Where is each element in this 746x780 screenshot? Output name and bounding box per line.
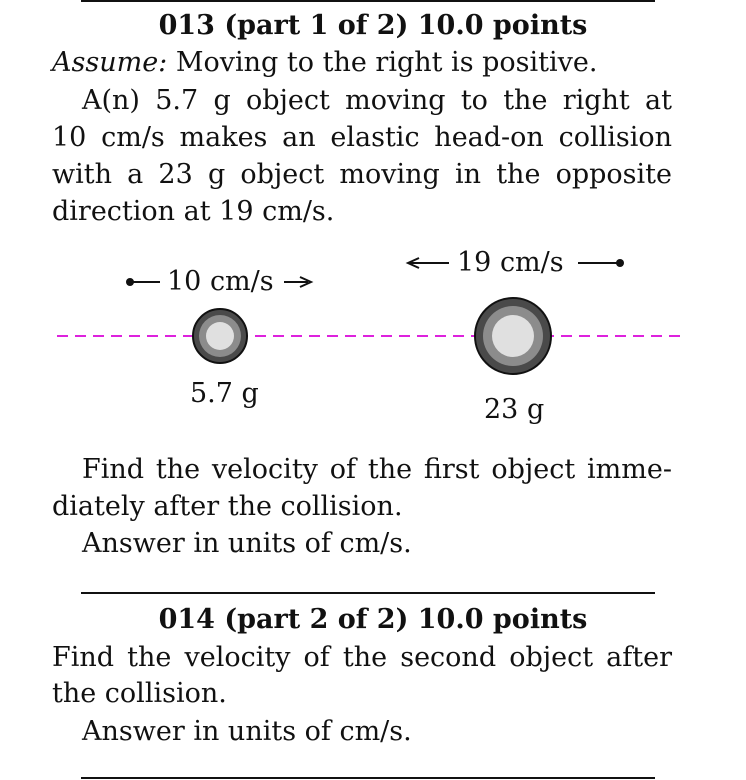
bottom-rule xyxy=(81,777,655,779)
answer-units-2: Answer in units of cm/s. xyxy=(82,716,412,747)
assume-label: Assume: xyxy=(52,47,168,78)
assumption-line xyxy=(52,47,672,79)
assume-text: Moving to the right is positive. xyxy=(175,47,598,78)
velocity-arrow-1 xyxy=(126,266,311,297)
object-2-ball xyxy=(475,298,551,374)
separator-rule xyxy=(81,592,655,594)
velocity-label-2: 19 cm/s xyxy=(457,247,564,278)
velocity-arrow-2 xyxy=(408,247,624,278)
ball-1-inner xyxy=(206,322,234,350)
question-1-line-1: Find the velocity of the first object imme- xyxy=(82,454,672,485)
statement-line-4: direction at 19 cm/s. xyxy=(52,196,335,227)
question-2-line-2: the collision. xyxy=(52,678,227,709)
velocity-label-1: 10 cm/s xyxy=(167,266,274,297)
problem-1-heading: 013 (part 1 of 2) 10.0 points xyxy=(158,10,588,41)
collision-diagram xyxy=(0,240,746,440)
statement-line-3: with a 23 g object moving in the opposite xyxy=(52,159,672,190)
statement-line-1: A(n) 5.7 g object moving to the right at xyxy=(82,85,672,116)
mass-label-2: 23 g xyxy=(484,394,545,425)
answer-units-1: Answer in units of cm/s. xyxy=(82,528,412,559)
problem-2-heading: 014 (part 2 of 2) 10.0 points xyxy=(158,604,588,635)
question-1-line-2: diately after the collision. xyxy=(52,491,403,522)
top-rule xyxy=(81,0,655,2)
object-1-ball xyxy=(193,309,247,363)
question-2-line-1: Find the velocity of the second object after xyxy=(52,642,672,673)
statement-line-2: 10 cm/s makes an elastic head-on collision xyxy=(52,122,672,153)
arrow-2-tail-dot xyxy=(616,259,624,267)
mass-label-1: 5.7 g xyxy=(190,378,259,409)
ball-2-inner xyxy=(492,315,534,357)
